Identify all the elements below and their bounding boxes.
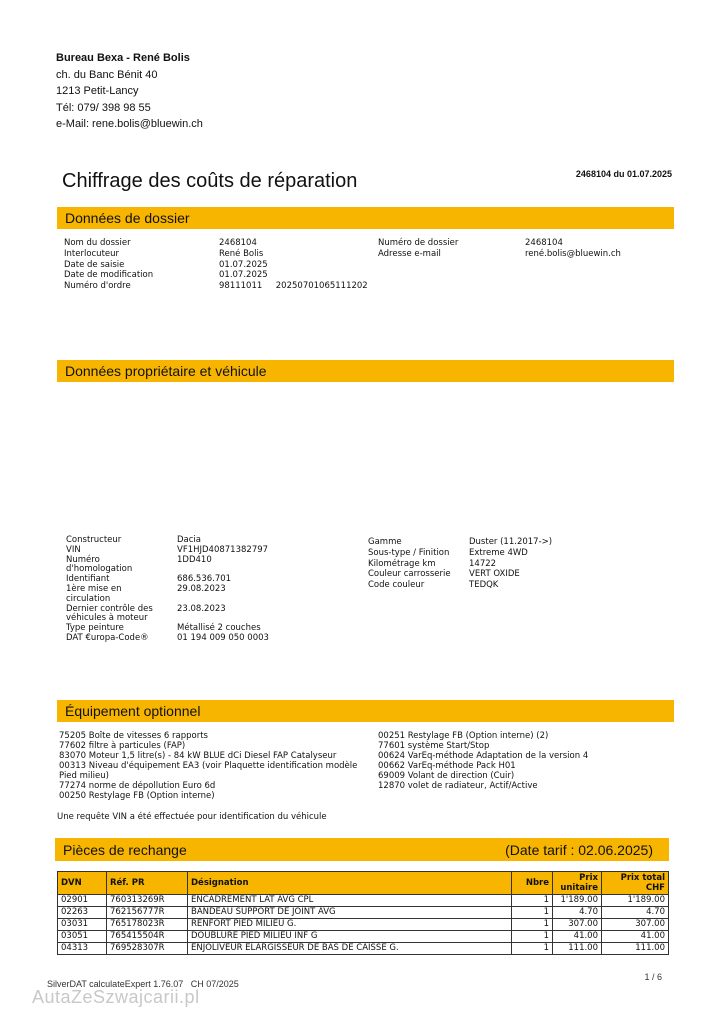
vehicle-row: Identifiant 686.536.701 [66,574,232,585]
dossier-row: Numéro de dossier 2468104 [378,238,563,248]
column-header-designation: Désignation [188,872,512,895]
equipment-item: 00624 VarEq-méthode Adaptation de la version 4 [378,751,589,761]
dossier-right-list [378,238,621,260]
vehicle-row: VIN VF1HJD40871382797 [66,544,269,555]
vehicle-row: DAT €uropa-Code® 01 194 009 050 0003 [66,632,269,643]
column-header-quantity: Nbre [512,872,553,895]
equipment-item: 77274 norme de dépollution Euro 6d [59,781,216,791]
office-street: ch. du Banc Bénit 40 [56,68,158,81]
parts-table-header-row [58,872,669,895]
office-address-block [56,50,203,133]
equipment-item: 77602 filtre à particules (FAP) [59,741,186,751]
vin-request-note: Une requête VIN a été effectuée pour identification du véhicule [57,812,327,822]
table-row: 04313 769528307R ENJOLIVEUR ELARGISSEUR DE BAS DE CAISSE G. 1 111.00 111.00 [58,943,669,955]
vehicle-row: Code couleur TEDQK [368,580,499,591]
column-header-dvn: DVN [58,872,107,895]
table-row: 03051 765415504R DOUBLURE PIED MILIEU INF G 1 41.00 41.00 [58,931,669,943]
document-reference: 2468104 du 01.07.2025 [575,169,672,179]
dossier-row: Date de saisie 01.07.2025 [64,259,268,270]
equipment-left-list [59,731,364,801]
office-email: e-Mail: rene.bolis@bluewin.ch [56,118,203,130]
dossier-row: Adresse e-mail rené.bolis@bluewin.ch [378,248,621,259]
section-header-parts [55,838,669,861]
vehicle-row: Sous-type / Finition Extreme 4WD [368,547,528,558]
office-city: 1213 Petit-Lancy [56,85,139,97]
vehicle-row: 1ère mise en circulation 29.08.2023 [66,583,226,604]
vehicle-row: Kilométrage km 14722 [368,558,497,569]
vehicle-row: Type peinture Métallisé 2 couches [66,623,261,634]
table-row: 02263 762156777R BANDEAU SUPPORT DE JOINT AVG 1 4.70 4.70 [58,907,669,919]
equipment-right-list [378,731,668,791]
section-header-owner-vehicle [57,360,674,382]
dossier-row: Nom du dossier 2468104 [64,238,257,248]
software-footer: SilverDAT calculateExpert 1.76.07 CH 07/2025 [47,979,239,989]
vehicle-row: Numéro d'homologation 1DD410 [66,554,212,575]
equipment-item: 75205 Boîte de vitesses 6 rapports [59,731,208,741]
column-header-total-price: Prix total CHF [602,872,669,895]
equipment-item: 83070 Moteur 1,5 litre(s) - 84 kW BLUE dCi Diesel FAP Catalyseur [59,751,337,761]
office-phone: Tél: 079/ 398 98 55 [56,101,151,114]
page-number: 1 / 6 [644,972,662,982]
table-row: 02901 760313269R ENCADREMENT LAT AVG CPL 1 1'189.00 1'189.00 [58,895,669,907]
vehicle-left-list [66,536,269,644]
parts-tariff-date: (Date tarif : 02.06.2025) [505,841,653,858]
watermark: AutaZeSzwajcarii.pl [32,987,200,1007]
vehicle-right-list [368,537,552,591]
equipment-item: 00313 Niveau d'équipement EA3 (voir Plaquette identification modèle Pied milieu) [59,761,358,781]
section-header-dossier [57,207,674,229]
dossier-row: Interlocuteur René Bolis [64,248,264,259]
equipment-item: 00662 VarEq-méthode Pack H01 [378,761,516,771]
dossier-row: Date de modification 01.07.2025 [64,270,268,281]
office-name: Bureau Bexa - René Bolis [56,52,190,64]
equipment-item: 00251 Restylage FB (Option interne) (2) [378,731,549,741]
vehicle-row: Constructeur Dacia [66,535,201,545]
equipment-item: 69009 Volant de direction (Cuir) [378,771,515,781]
equipment-item: 77601 système Start/Stop [378,741,490,751]
vehicle-row: Couleur carrosserie VERT OXIDE [368,569,520,580]
section-title-owner-vehicle: Données propriétaire et véhicule [65,363,267,379]
vehicle-row: Dernier contrôle des véhicules à moteur 23.08.2023 [66,603,226,624]
document-title: Chiffrage des coûts de réparation [62,170,358,192]
parts-table [57,871,669,955]
equipment-item: 00250 Restylage FB (Option interne) [59,791,215,801]
section-title-parts: Pièces de rechange [63,841,187,858]
vehicle-row: Gamme Duster (11.2017->) [368,537,553,547]
section-title-equipment: Équipement optionnel [65,703,201,719]
column-header-unit-price: Prix unitaire [553,872,602,895]
dossier-left-list [64,238,368,292]
equipment-item: 12870 volet de radiateur, Actif/Active [378,781,538,791]
column-header-ref: Réf. PR [107,872,188,895]
section-title-dossier: Données de dossier [65,210,190,226]
section-header-equipment [57,700,674,722]
table-row: 03031 765178023R RENFORT PIED MILIEU G. 1 307.00 307.00 [58,919,669,931]
dossier-row: Numéro d'ordre 98111011 20250701065111202 [64,281,368,292]
